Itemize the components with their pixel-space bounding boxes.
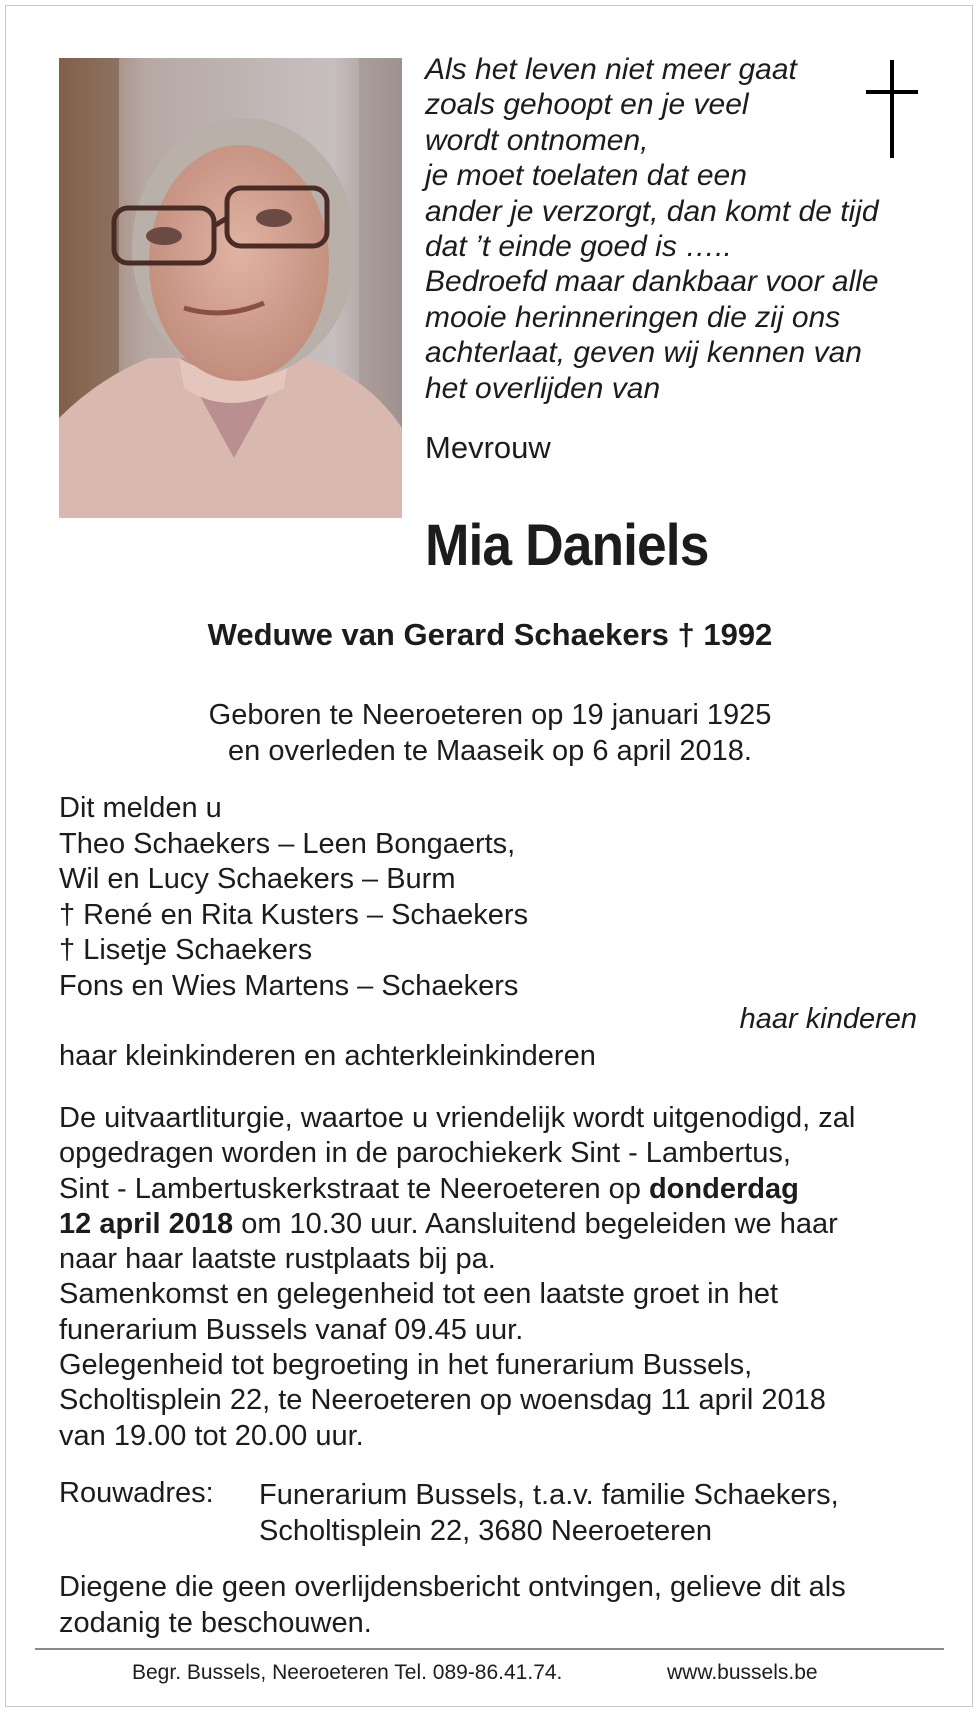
footer-contact: Begr. Bussels, Neeroeteren Tel. 089-86.41.74. xyxy=(132,1661,563,1684)
poem-line: ander je verzorgt, dan komt de tijd xyxy=(425,194,879,228)
announce-line: † Lisetje Schaekers xyxy=(59,934,313,966)
service-line: opgedragen worden in de parochiekerk Sint - Lambertus, xyxy=(59,1137,791,1170)
service-line xyxy=(59,1172,855,1207)
portrait-photo xyxy=(59,58,402,518)
service-line: Scholtisplein 22, te Neeroeteren op woensdag 11 april 2018 xyxy=(59,1384,826,1417)
poem-line: dat ’t einde goed is ….. xyxy=(425,230,732,264)
birth-death-info xyxy=(0,697,980,769)
poem-line: het overlijden van xyxy=(425,371,661,405)
widow-line: Weduwe van Gerard Schaekers † 1992 xyxy=(207,617,773,652)
announce-line: Wil en Lucy Schaekers – Burm xyxy=(59,863,456,895)
service-day: donderdag xyxy=(648,1172,799,1205)
footer-divider xyxy=(35,1648,944,1650)
address-line: Scholtisplein 22, 3680 Neeroeteren xyxy=(259,1515,713,1547)
address-label: Rouwadres: xyxy=(59,1477,214,1509)
service-text: om 10.30 uur. Aansluitend begeleiden we haar xyxy=(233,1207,838,1240)
announce-line: Fons en Wies Martens – Schaekers xyxy=(59,969,519,1002)
service-line: naar haar laatste rustplaats bij pa. xyxy=(59,1243,496,1276)
service-line: Gelegenheid tot begroeting in het funerarium Bussels, xyxy=(59,1349,753,1382)
cross-icon xyxy=(862,60,922,160)
service-line xyxy=(59,1207,855,1242)
address-line: Funerarium Bussels, t.a.v. familie Schaekers, xyxy=(259,1479,839,1511)
honorific: Mevrouw xyxy=(425,430,551,465)
service-line: De uitvaartliturgie, waartoe u vriendelijk wordt uitgenodigd, zal xyxy=(59,1102,856,1134)
poem-line: Als het leven niet meer gaat xyxy=(425,53,797,86)
poem-line: mooie herinneringen die zij ons xyxy=(425,300,841,334)
poem-line: wordt ontnomen, xyxy=(425,123,649,157)
footer-website: www.bussels.be xyxy=(667,1661,818,1684)
birth-line: Geboren te Neeroeteren op 19 januari 1925 xyxy=(208,699,772,731)
poem-line: zoals gehoopt en je veel xyxy=(425,88,749,122)
service-details xyxy=(59,1101,855,1454)
announce-line: † René en Rita Kusters – Schaekers xyxy=(59,898,529,931)
poem-line: je moet toelaten dat een xyxy=(425,159,747,193)
service-text: Sint - Lambertuskerkstraat te Neeroeteren op xyxy=(59,1172,649,1205)
poem xyxy=(425,52,879,406)
closing-line: zodanig te beschouwen. xyxy=(59,1606,372,1639)
poem-line: Bedroefd maar dankbaar voor alle xyxy=(425,265,879,299)
service-line: van 19.00 tot 20.00 uur. xyxy=(59,1419,364,1452)
children-label: haar kinderen xyxy=(739,1003,917,1035)
closing-note xyxy=(59,1570,846,1641)
service-line: Samenkomst en gelegenheid tot een laatste groet in het xyxy=(59,1278,779,1311)
mourning-address xyxy=(259,1477,839,1549)
service-line: funerarium Bussels vanaf 09.45 uur. xyxy=(59,1313,524,1346)
announce-line: Theo Schaekers – Leen Bongaerts, xyxy=(59,827,516,860)
closing-line: Diegene die geen overlijdensbericht ontvingen, gelieve dit als xyxy=(59,1571,846,1603)
service-date: 12 april 2018 xyxy=(59,1207,234,1240)
family-announcement xyxy=(59,791,528,1004)
deceased-name: Mia Daniels xyxy=(425,513,709,578)
poem-line: achterlaat, geven wij kennen van xyxy=(425,336,862,370)
death-line: en overleden te Maaseik op 6 april 2018. xyxy=(228,735,752,767)
announce-line: Dit melden u xyxy=(59,792,222,824)
grandchildren-line: haar kleinkinderen en achterkleinkinderen xyxy=(59,1040,596,1072)
